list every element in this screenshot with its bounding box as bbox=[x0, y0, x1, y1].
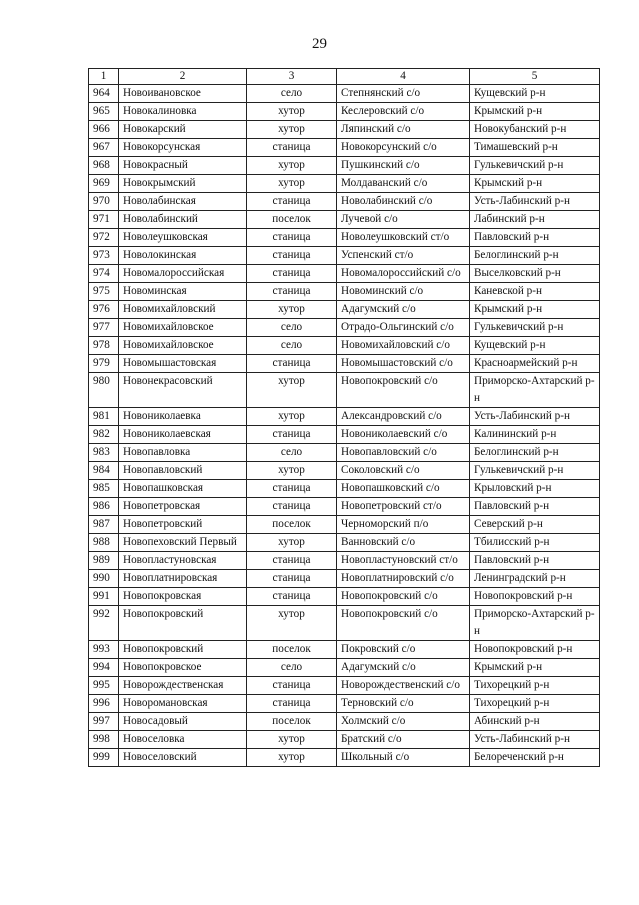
settlement-type: станица bbox=[247, 498, 337, 516]
district-name: Белореченский р-н bbox=[470, 749, 600, 767]
row-number: 987 bbox=[89, 516, 119, 534]
table-row bbox=[89, 498, 600, 516]
district-name: Павловский р-н bbox=[470, 552, 600, 570]
settlement-name: Новопокровская bbox=[119, 588, 247, 606]
table-row bbox=[89, 265, 600, 283]
table-row bbox=[89, 480, 600, 498]
table-row bbox=[89, 319, 600, 337]
table-row bbox=[89, 229, 600, 247]
header-col-4: 4 bbox=[337, 69, 470, 85]
row-number: 986 bbox=[89, 498, 119, 516]
settlement-type: хутор bbox=[247, 606, 337, 641]
district-name: Тбилисский р-н bbox=[470, 534, 600, 552]
settlement-name: Новолабинский bbox=[119, 211, 247, 229]
council-name: Братский с/о bbox=[337, 731, 470, 749]
settlement-name: Новоселовка bbox=[119, 731, 247, 749]
row-number: 979 bbox=[89, 355, 119, 373]
row-number: 983 bbox=[89, 444, 119, 462]
settlement-name: Новолокинская bbox=[119, 247, 247, 265]
district-name: Усть-Лабинский р-н bbox=[470, 193, 600, 211]
table-row bbox=[89, 193, 600, 211]
table-row bbox=[89, 444, 600, 462]
district-name: Крымский р-н bbox=[470, 103, 600, 121]
row-number: 974 bbox=[89, 265, 119, 283]
district-name: Крымский р-н bbox=[470, 301, 600, 319]
table-row bbox=[89, 301, 600, 319]
table-row bbox=[89, 121, 600, 139]
settlement-name: Новопокровское bbox=[119, 659, 247, 677]
district-name: Новокубанский р-н bbox=[470, 121, 600, 139]
council-name: Кеслеровский с/о bbox=[337, 103, 470, 121]
district-name: Павловский р-н bbox=[470, 229, 600, 247]
council-name: Пушкинский с/о bbox=[337, 157, 470, 175]
council-name: Адагумский с/о bbox=[337, 301, 470, 319]
council-name: Успенский ст/о bbox=[337, 247, 470, 265]
settlements-table bbox=[88, 68, 600, 767]
district-name: Гулькевичский р-н bbox=[470, 462, 600, 480]
district-name: Новопокровский р-н bbox=[470, 641, 600, 659]
district-name: Усть-Лабинский р-н bbox=[470, 408, 600, 426]
settlement-name: Новомихайловский bbox=[119, 301, 247, 319]
row-number: 975 bbox=[89, 283, 119, 301]
settlement-name: Новокарский bbox=[119, 121, 247, 139]
settlement-type: хутор bbox=[247, 175, 337, 193]
settlement-name: Новонекрасовский bbox=[119, 373, 247, 408]
settlement-type: станица bbox=[247, 139, 337, 157]
council-name: Александровский с/о bbox=[337, 408, 470, 426]
council-name: Новомалороссийский с/о bbox=[337, 265, 470, 283]
settlement-name: Новокрасный bbox=[119, 157, 247, 175]
settlement-name: Новопеховский Первый bbox=[119, 534, 247, 552]
settlement-type: поселок bbox=[247, 516, 337, 534]
row-number: 998 bbox=[89, 731, 119, 749]
district-name: Приморско-Ахтарский р-н bbox=[470, 373, 600, 408]
table-row bbox=[89, 713, 600, 731]
settlement-name: Новомихайловское bbox=[119, 319, 247, 337]
district-name: Приморско-Ахтарский р-н bbox=[470, 606, 600, 641]
council-name: Ванновский с/о bbox=[337, 534, 470, 552]
settlement-name: Новопашковская bbox=[119, 480, 247, 498]
settlement-name: Новопавловский bbox=[119, 462, 247, 480]
council-name: Новомихайловский с/о bbox=[337, 337, 470, 355]
district-name: Каневской р-н bbox=[470, 283, 600, 301]
settlement-type: хутор bbox=[247, 731, 337, 749]
table-row bbox=[89, 157, 600, 175]
row-number: 970 bbox=[89, 193, 119, 211]
settlement-name: Новопокровский bbox=[119, 606, 247, 641]
council-name: Новолеушковский ст/о bbox=[337, 229, 470, 247]
council-name: Адагумский с/о bbox=[337, 659, 470, 677]
row-number: 978 bbox=[89, 337, 119, 355]
row-number: 994 bbox=[89, 659, 119, 677]
council-name: Новопокровский с/о bbox=[337, 373, 470, 408]
district-name: Усть-Лабинский р-н bbox=[470, 731, 600, 749]
settlement-type: станица bbox=[247, 247, 337, 265]
row-number: 976 bbox=[89, 301, 119, 319]
table-row bbox=[89, 426, 600, 444]
council-name: Новопетровский ст/о bbox=[337, 498, 470, 516]
council-name: Холмский с/о bbox=[337, 713, 470, 731]
settlement-name: Новолеушковская bbox=[119, 229, 247, 247]
table-row bbox=[89, 373, 600, 408]
table-row bbox=[89, 534, 600, 552]
district-name: Лабинский р-н bbox=[470, 211, 600, 229]
settlement-type: село bbox=[247, 444, 337, 462]
settlement-type: станица bbox=[247, 677, 337, 695]
settlement-name: Новопавловка bbox=[119, 444, 247, 462]
settlement-name: Новопластуновская bbox=[119, 552, 247, 570]
row-number: 995 bbox=[89, 677, 119, 695]
table-row bbox=[89, 408, 600, 426]
settlement-type: село bbox=[247, 85, 337, 103]
settlement-type: хутор bbox=[247, 373, 337, 408]
settlement-type: хутор bbox=[247, 157, 337, 175]
settlement-type: село bbox=[247, 319, 337, 337]
table-row bbox=[89, 462, 600, 480]
district-name: Новопокровский р-н bbox=[470, 588, 600, 606]
header-col-5: 5 bbox=[470, 69, 600, 85]
table-row bbox=[89, 641, 600, 659]
settlement-name: Новоивановское bbox=[119, 85, 247, 103]
council-name: Новопластуновский ст/о bbox=[337, 552, 470, 570]
council-name: Отрадо-Ольгинский с/о bbox=[337, 319, 470, 337]
settlement-type: станица bbox=[247, 265, 337, 283]
district-name: Тимашевский р-н bbox=[470, 139, 600, 157]
settlement-type: станица bbox=[247, 588, 337, 606]
settlement-type: станица bbox=[247, 480, 337, 498]
settlement-type: поселок bbox=[247, 713, 337, 731]
council-name: Покровский с/о bbox=[337, 641, 470, 659]
table-row bbox=[89, 355, 600, 373]
district-name: Абинский р-н bbox=[470, 713, 600, 731]
table-row bbox=[89, 695, 600, 713]
settlement-name: Новониколаевка bbox=[119, 408, 247, 426]
row-number: 993 bbox=[89, 641, 119, 659]
table-row bbox=[89, 588, 600, 606]
row-number: 968 bbox=[89, 157, 119, 175]
row-number: 980 bbox=[89, 373, 119, 408]
council-name: Новопашковский с/о bbox=[337, 480, 470, 498]
district-name: Гулькевичский р-н bbox=[470, 319, 600, 337]
council-name: Новоминский с/о bbox=[337, 283, 470, 301]
council-name: Соколовский с/о bbox=[337, 462, 470, 480]
table-header-row bbox=[89, 69, 600, 85]
row-number: 984 bbox=[89, 462, 119, 480]
council-name: Новоплатнировский с/о bbox=[337, 570, 470, 588]
settlement-type: станица bbox=[247, 695, 337, 713]
table-row bbox=[89, 606, 600, 641]
table-row bbox=[89, 659, 600, 677]
district-name: Кущевский р-н bbox=[470, 337, 600, 355]
header-col-1: 1 bbox=[89, 69, 119, 85]
council-name: Черноморский п/о bbox=[337, 516, 470, 534]
settlement-type: станица bbox=[247, 426, 337, 444]
row-number: 981 bbox=[89, 408, 119, 426]
district-name: Калининский р-н bbox=[470, 426, 600, 444]
council-name: Новопавловский с/о bbox=[337, 444, 470, 462]
council-name: Новопокровский с/о bbox=[337, 588, 470, 606]
header-col-2: 2 bbox=[119, 69, 247, 85]
header-col-3: 3 bbox=[247, 69, 337, 85]
settlement-name: Новомалороссийская bbox=[119, 265, 247, 283]
row-number: 973 bbox=[89, 247, 119, 265]
settlement-name: Новокалиновка bbox=[119, 103, 247, 121]
settlement-type: станица bbox=[247, 570, 337, 588]
council-name: Степнянский с/о bbox=[337, 85, 470, 103]
district-name: Гулькевичский р-н bbox=[470, 157, 600, 175]
settlement-type: село bbox=[247, 659, 337, 677]
district-name: Крымский р-н bbox=[470, 659, 600, 677]
district-name: Белоглинский р-н bbox=[470, 444, 600, 462]
settlement-type: хутор bbox=[247, 301, 337, 319]
council-name: Ляпинский с/о bbox=[337, 121, 470, 139]
settlement-name: Новомихайловское bbox=[119, 337, 247, 355]
district-name: Ленинградский р-н bbox=[470, 570, 600, 588]
row-number: 967 bbox=[89, 139, 119, 157]
district-name: Павловский р-н bbox=[470, 498, 600, 516]
settlement-type: хутор bbox=[247, 462, 337, 480]
row-number: 969 bbox=[89, 175, 119, 193]
council-name: Новокорсунский с/о bbox=[337, 139, 470, 157]
table-row bbox=[89, 552, 600, 570]
settlement-name: Новокорсунская bbox=[119, 139, 247, 157]
settlement-name: Новосадовый bbox=[119, 713, 247, 731]
settlement-type: станица bbox=[247, 552, 337, 570]
settlement-name: Новоселовский bbox=[119, 749, 247, 767]
settlement-name: Новопетровский bbox=[119, 516, 247, 534]
council-name: Терновский с/о bbox=[337, 695, 470, 713]
council-name: Новорождественский с/о bbox=[337, 677, 470, 695]
settlement-type: станица bbox=[247, 229, 337, 247]
settlement-type: поселок bbox=[247, 641, 337, 659]
row-number: 966 bbox=[89, 121, 119, 139]
district-name: Выселковский р-н bbox=[470, 265, 600, 283]
district-name: Крыловский р-н bbox=[470, 480, 600, 498]
district-name: Северский р-н bbox=[470, 516, 600, 534]
table-row bbox=[89, 283, 600, 301]
council-name: Новониколаевский с/о bbox=[337, 426, 470, 444]
settlement-name: Новокрымский bbox=[119, 175, 247, 193]
settlement-type: станица bbox=[247, 193, 337, 211]
row-number: 996 bbox=[89, 695, 119, 713]
row-number: 982 bbox=[89, 426, 119, 444]
district-name: Тихорецкий р-н bbox=[470, 677, 600, 695]
settlement-name: Новоромановская bbox=[119, 695, 247, 713]
settlement-type: поселок bbox=[247, 211, 337, 229]
district-name: Крымский р-н bbox=[470, 175, 600, 193]
council-name: Новопокровский с/о bbox=[337, 606, 470, 641]
district-name: Кущевский р-н bbox=[470, 85, 600, 103]
row-number: 989 bbox=[89, 552, 119, 570]
row-number: 977 bbox=[89, 319, 119, 337]
settlement-name: Новомышастовская bbox=[119, 355, 247, 373]
row-number: 985 bbox=[89, 480, 119, 498]
settlement-type: хутор bbox=[247, 749, 337, 767]
table-row bbox=[89, 731, 600, 749]
settlement-name: Новониколаевская bbox=[119, 426, 247, 444]
table-row bbox=[89, 139, 600, 157]
table-row bbox=[89, 211, 600, 229]
row-number: 965 bbox=[89, 103, 119, 121]
row-number: 997 bbox=[89, 713, 119, 731]
settlement-name: Новорождественская bbox=[119, 677, 247, 695]
row-number: 992 bbox=[89, 606, 119, 641]
table-row bbox=[89, 516, 600, 534]
table-row bbox=[89, 85, 600, 103]
council-name: Молдаванский с/о bbox=[337, 175, 470, 193]
settlement-name: Новопокровский bbox=[119, 641, 247, 659]
table-row bbox=[89, 749, 600, 767]
settlement-type: хутор bbox=[247, 408, 337, 426]
settlement-type: хутор bbox=[247, 534, 337, 552]
council-name: Школьный с/о bbox=[337, 749, 470, 767]
settlement-type: станица bbox=[247, 283, 337, 301]
council-name: Новомышастовский с/о bbox=[337, 355, 470, 373]
settlement-type: станица bbox=[247, 355, 337, 373]
council-name: Новолабинский с/о bbox=[337, 193, 470, 211]
settlement-type: хутор bbox=[247, 103, 337, 121]
row-number: 990 bbox=[89, 570, 119, 588]
table-row bbox=[89, 175, 600, 193]
table-row bbox=[89, 103, 600, 121]
settlement-name: Новоплатнировская bbox=[119, 570, 247, 588]
table-body bbox=[89, 85, 600, 767]
row-number: 991 bbox=[89, 588, 119, 606]
settlement-type: хутор bbox=[247, 121, 337, 139]
row-number: 964 bbox=[89, 85, 119, 103]
row-number: 988 bbox=[89, 534, 119, 552]
page-number: 29 bbox=[312, 36, 327, 52]
district-name: Тихорецкий р-н bbox=[470, 695, 600, 713]
table-row bbox=[89, 677, 600, 695]
settlement-name: Новопетровская bbox=[119, 498, 247, 516]
settlement-type: село bbox=[247, 337, 337, 355]
row-number: 971 bbox=[89, 211, 119, 229]
row-number: 972 bbox=[89, 229, 119, 247]
council-name: Лучевой с/о bbox=[337, 211, 470, 229]
table-row bbox=[89, 570, 600, 588]
settlement-name: Новоминская bbox=[119, 283, 247, 301]
row-number: 999 bbox=[89, 749, 119, 767]
district-name: Красноармейский р-н bbox=[470, 355, 600, 373]
table-row bbox=[89, 247, 600, 265]
table-row bbox=[89, 337, 600, 355]
district-name: Белоглинский р-н bbox=[470, 247, 600, 265]
settlement-name: Новолабинская bbox=[119, 193, 247, 211]
